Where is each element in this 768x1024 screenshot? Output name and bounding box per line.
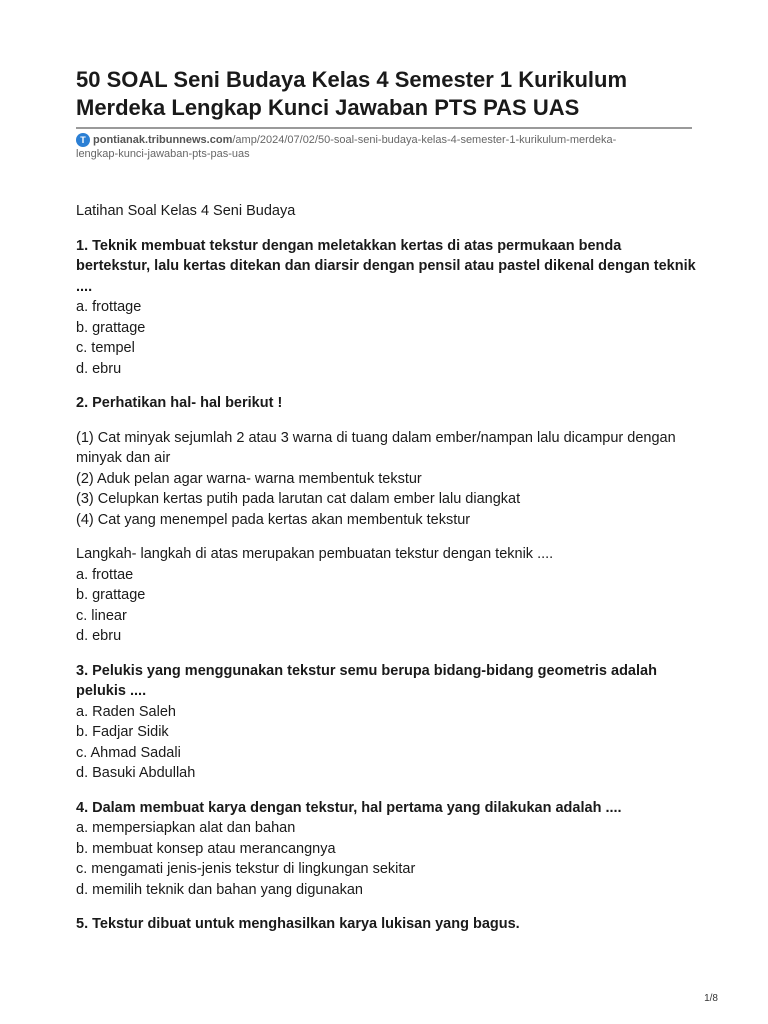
option-a: a. Raden Saleh xyxy=(76,703,176,720)
question-3 xyxy=(76,661,696,784)
question-stem: 5. Tekstur dibuat untuk menghasilkan karya lukisan yang bagus. xyxy=(76,916,520,932)
option-c: c. linear xyxy=(76,607,127,624)
option-c: c. mengamati jenis-jenis tekstur di lingkungan sekitar xyxy=(76,861,416,877)
question-4 xyxy=(76,798,696,901)
question-5 xyxy=(76,914,696,935)
option-b: b. grattage xyxy=(76,587,146,603)
option-d: d. ebru xyxy=(76,628,122,644)
question-stem: 4. Dalam membuat karya dengan tekstur, hal pertama yang dilakukan adalah .... xyxy=(76,799,622,816)
title-divider xyxy=(76,127,692,129)
list-item: (2) Aduk pelan agar warna- warna membentuk tekstur xyxy=(76,470,422,487)
option-d: d. memilih teknik dan bahan yang digunakan xyxy=(76,881,363,898)
source-url[interactable] xyxy=(76,133,676,161)
option-b: b. grattage xyxy=(76,319,146,336)
list-item: (1) Cat minyak sejumlah 2 atau 3 warna di tuang dalam ember/nampan lalu dicampur dengan minyak dan air xyxy=(76,429,676,466)
option-c: c. tempel xyxy=(76,340,135,356)
question-1 xyxy=(76,236,696,380)
page-number: 1/8 xyxy=(704,993,718,1004)
section-title: Latihan Soal Kelas 4 Seni Budaya xyxy=(76,203,296,219)
option-d: d. Basuki Abdullah xyxy=(76,765,196,781)
question-stem: 1. Teknik membuat tekstur dengan meletakkan kertas di atas permukaan benda bertekstur, lalu kertas ditekan dan diarsir dengan pensil atau pastel dikenal dengan teknik .... xyxy=(76,237,696,295)
list-item: (4) Cat yang menempel pada kertas akan membentuk tekstur xyxy=(76,511,471,528)
option-a: a. mempersiapkan alat dan bahan xyxy=(76,820,296,836)
option-d: d. ebru xyxy=(76,360,122,377)
source-path-1[interactable]: /amp/2024/07/02/50-soal-seni-budaya-kelas-4-semester-1-kurikulum-merdeka- xyxy=(232,134,617,146)
tribun-logo-icon: T xyxy=(76,133,90,147)
option-a: a. frottage xyxy=(76,299,142,315)
question-prompt: Langkah- langkah di atas merupakan pembuatan tekstur dengan teknik .... xyxy=(76,546,554,562)
source-domain[interactable]: pontianak.tribunnews.com xyxy=(93,134,233,146)
question-stem: 3. Pelukis yang menggunakan tekstur semu berupa bidang-bidang geometris adalah pelukis .... xyxy=(76,662,657,699)
question-stem: 2. Perhatikan hal- hal berikut ! xyxy=(76,395,283,411)
question-2 xyxy=(76,393,696,647)
question-items xyxy=(76,428,696,531)
article-content xyxy=(76,201,696,949)
option-b: b. membuat konsep atau merancangnya xyxy=(76,840,336,857)
page-title: 50 SOAL Seni Budaya Kelas 4 Semester 1 Kurikulum Merdeka Lengkap Kunci Jawaban PTS PAS UAS xyxy=(76,67,628,120)
option-a: a. frottae xyxy=(76,566,134,583)
option-b: b. Fadjar Sidik xyxy=(76,724,169,740)
option-c: c. Ahmad Sadali xyxy=(76,744,181,761)
source-path-2[interactable]: lengkap-kunci-jawaban-pts-pas-uas xyxy=(76,148,250,160)
list-item: (3) Celupkan kertas putih pada larutan cat dalam ember lalu diangkat xyxy=(76,491,521,507)
